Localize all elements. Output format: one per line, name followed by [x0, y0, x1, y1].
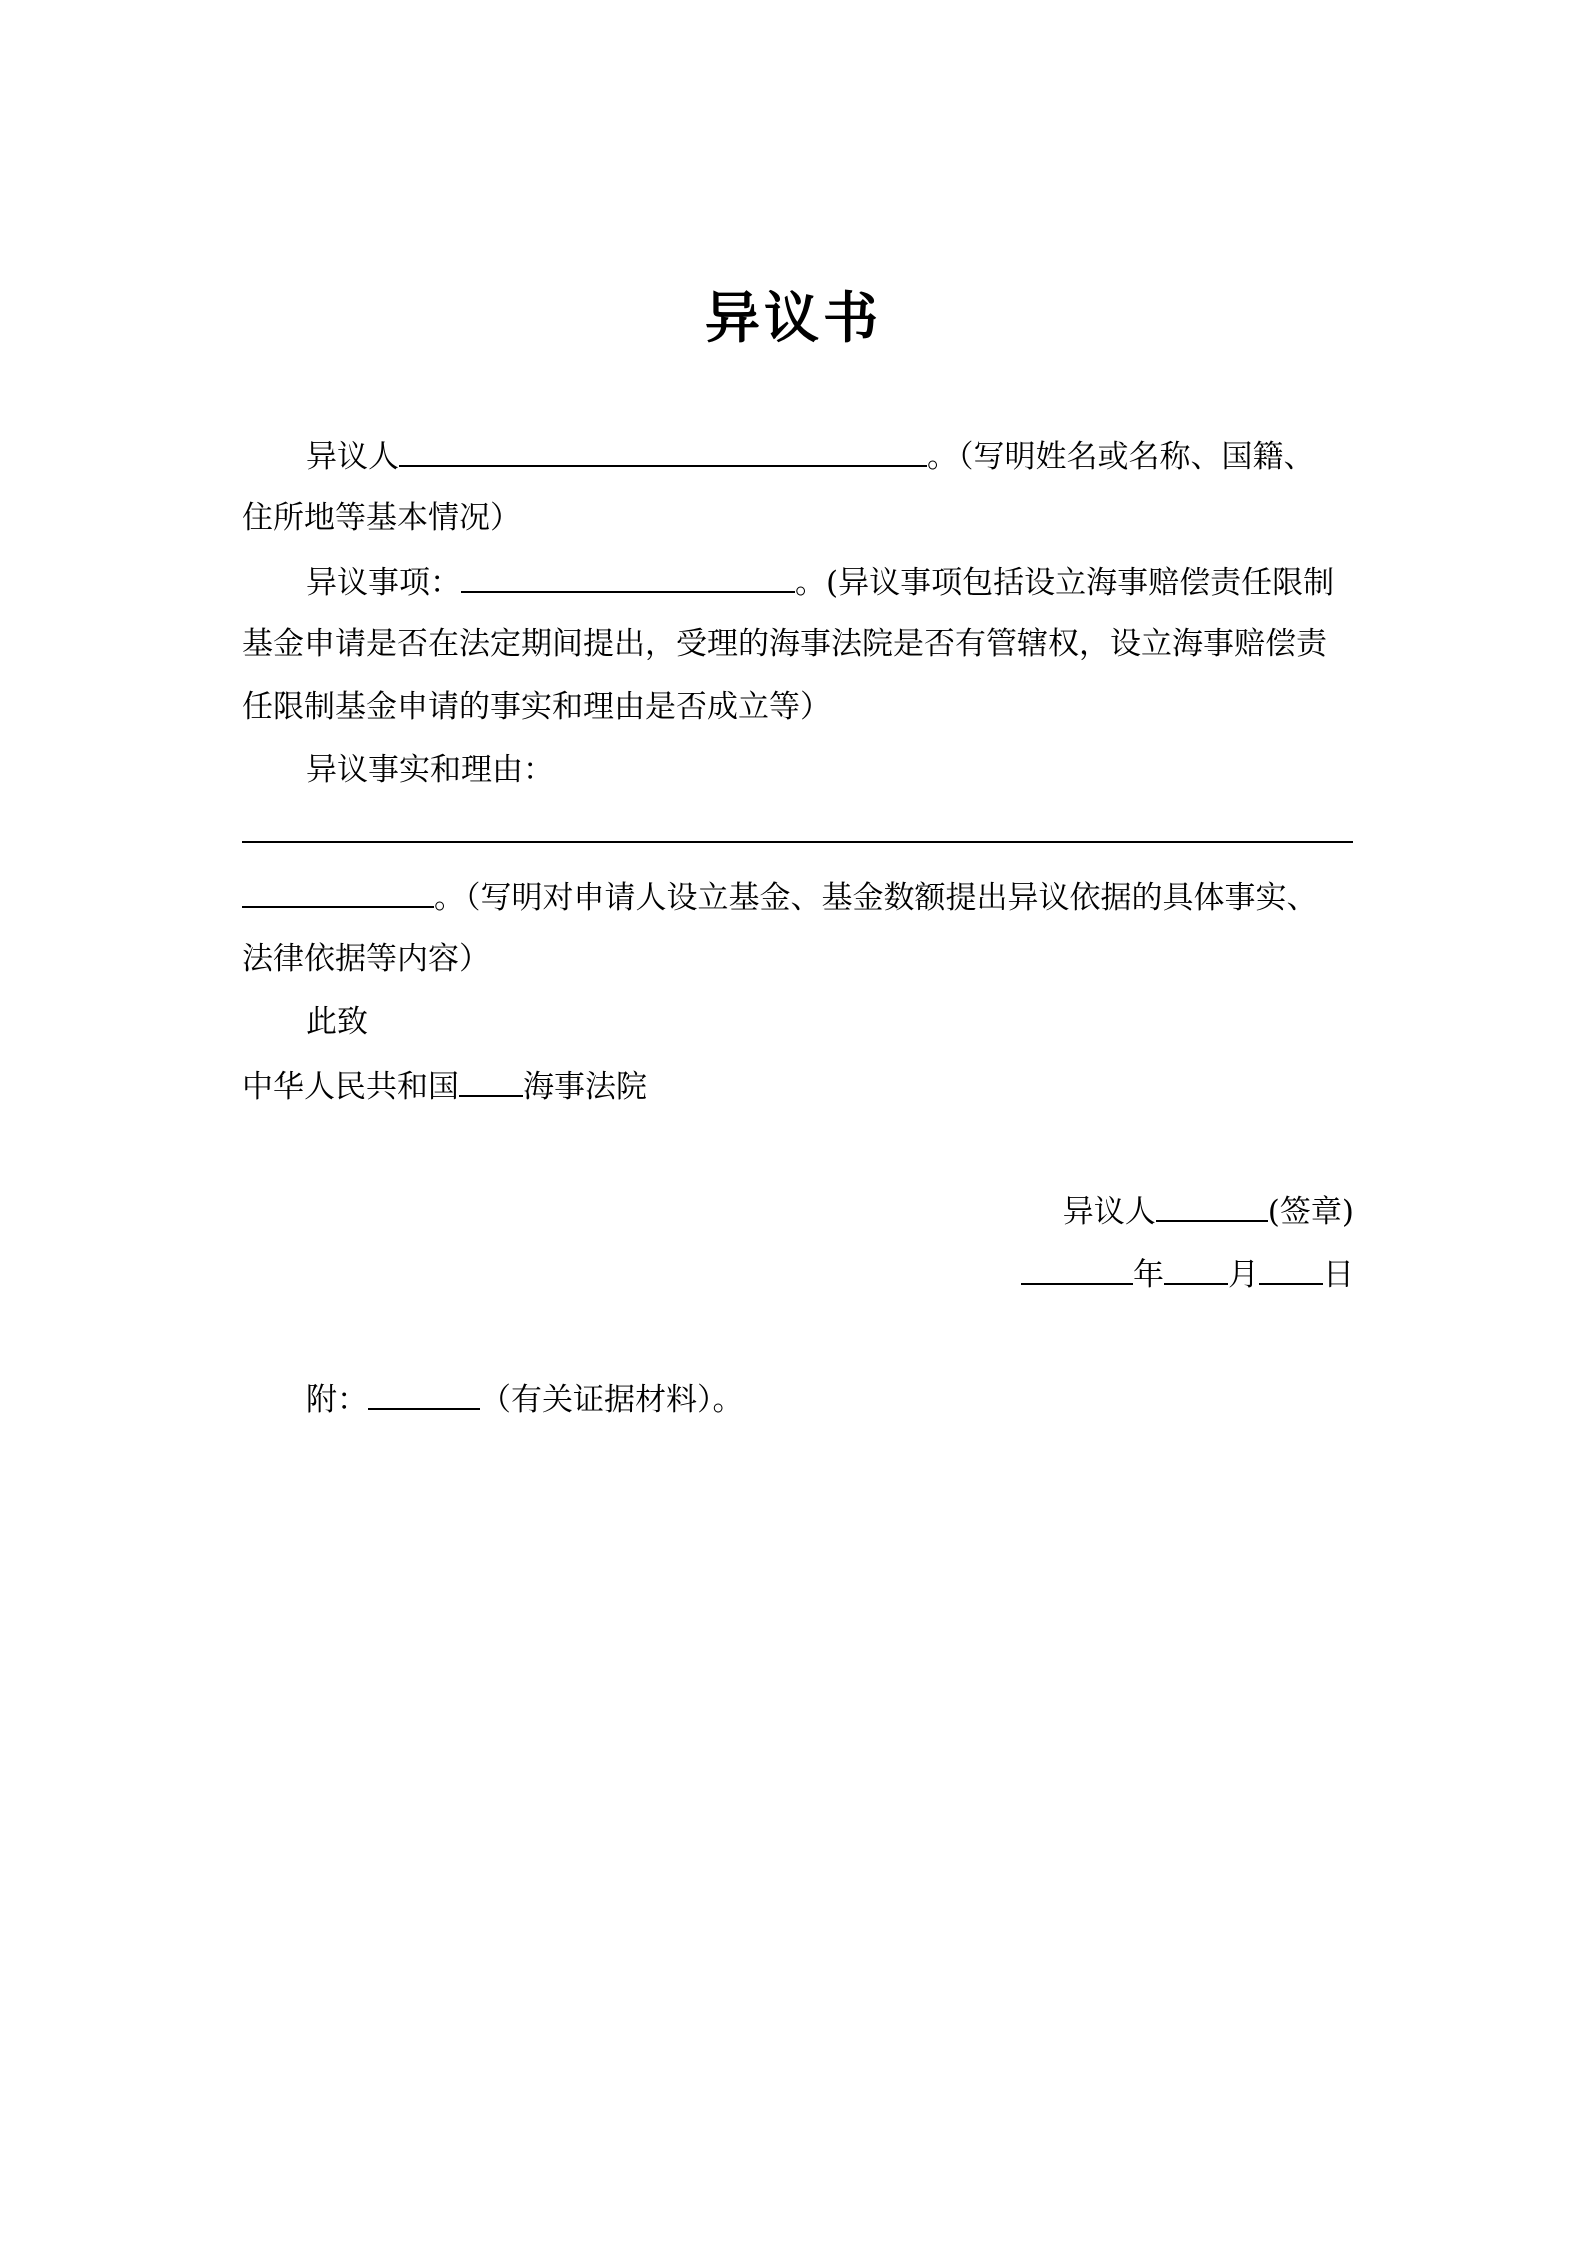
document-title: 异议书 [704, 285, 882, 350]
objector-note-line2: 住所地等基本情况） [242, 500, 521, 536]
facts-end-mark: 。 [434, 880, 465, 916]
date-line [242, 1253, 1354, 1295]
facts-blank-line2[interactable] [242, 876, 434, 908]
attachment-blank[interactable] [368, 1378, 480, 1410]
objector-line [242, 435, 1418, 477]
facts-blank-line1[interactable] [242, 841, 1353, 843]
signature-line [242, 1190, 1354, 1232]
year-label: 年 [1133, 1257, 1164, 1293]
matter-note: (异议事项包括设立海事赔偿责任限制 [826, 565, 1335, 601]
salutation-to: 此致 [306, 1004, 368, 1040]
signature-blank[interactable] [1156, 1190, 1268, 1222]
signature-label: 异议人 [1062, 1194, 1156, 1230]
signature-seal: (签章) [1267, 1194, 1354, 1230]
court-suffix: 海事法院 [523, 1069, 647, 1105]
objector-name-blank[interactable] [399, 435, 927, 467]
objector-label: 异议人 [306, 439, 399, 475]
facts-note: （写明对申请人设立基金、基金数额提出异议依据的具体事实、 [465, 880, 1318, 916]
matter-blank[interactable] [461, 561, 795, 593]
matter-end-mark: 。 [795, 565, 826, 601]
court-line [242, 1065, 1354, 1107]
objector-end-mark: 。 [927, 439, 958, 475]
facts-line2 [242, 876, 1354, 918]
attachment-line [242, 1378, 1418, 1420]
attachment-note: （有关证据材料）。 [480, 1382, 744, 1418]
day-blank[interactable] [1259, 1253, 1323, 1285]
matter-note-line3: 任限制基金申请的事实和理由是否成立等） [242, 689, 831, 725]
day-label: 日 [1323, 1257, 1354, 1293]
facts-label: 异议事实和理由： [306, 752, 554, 788]
month-blank[interactable] [1164, 1253, 1228, 1285]
matter-line [242, 561, 1418, 603]
court-prefix: 中华人民共和国 [242, 1069, 459, 1105]
attachment-label: 附： [306, 1382, 368, 1418]
month-label: 月 [1228, 1257, 1259, 1293]
year-blank[interactable] [1021, 1253, 1133, 1285]
matter-note-line2: 基金申请是否在法定期间提出，受理的海事法院是否有管辖权，设立海事赔偿责 [242, 626, 1327, 662]
objector-note: （写明姓名或名称、国籍、 [958, 439, 1315, 475]
matter-label: 异议事项： [306, 565, 461, 601]
facts-note-line2: 法律依据等内容） [242, 941, 490, 977]
court-name-blank[interactable] [459, 1065, 523, 1097]
